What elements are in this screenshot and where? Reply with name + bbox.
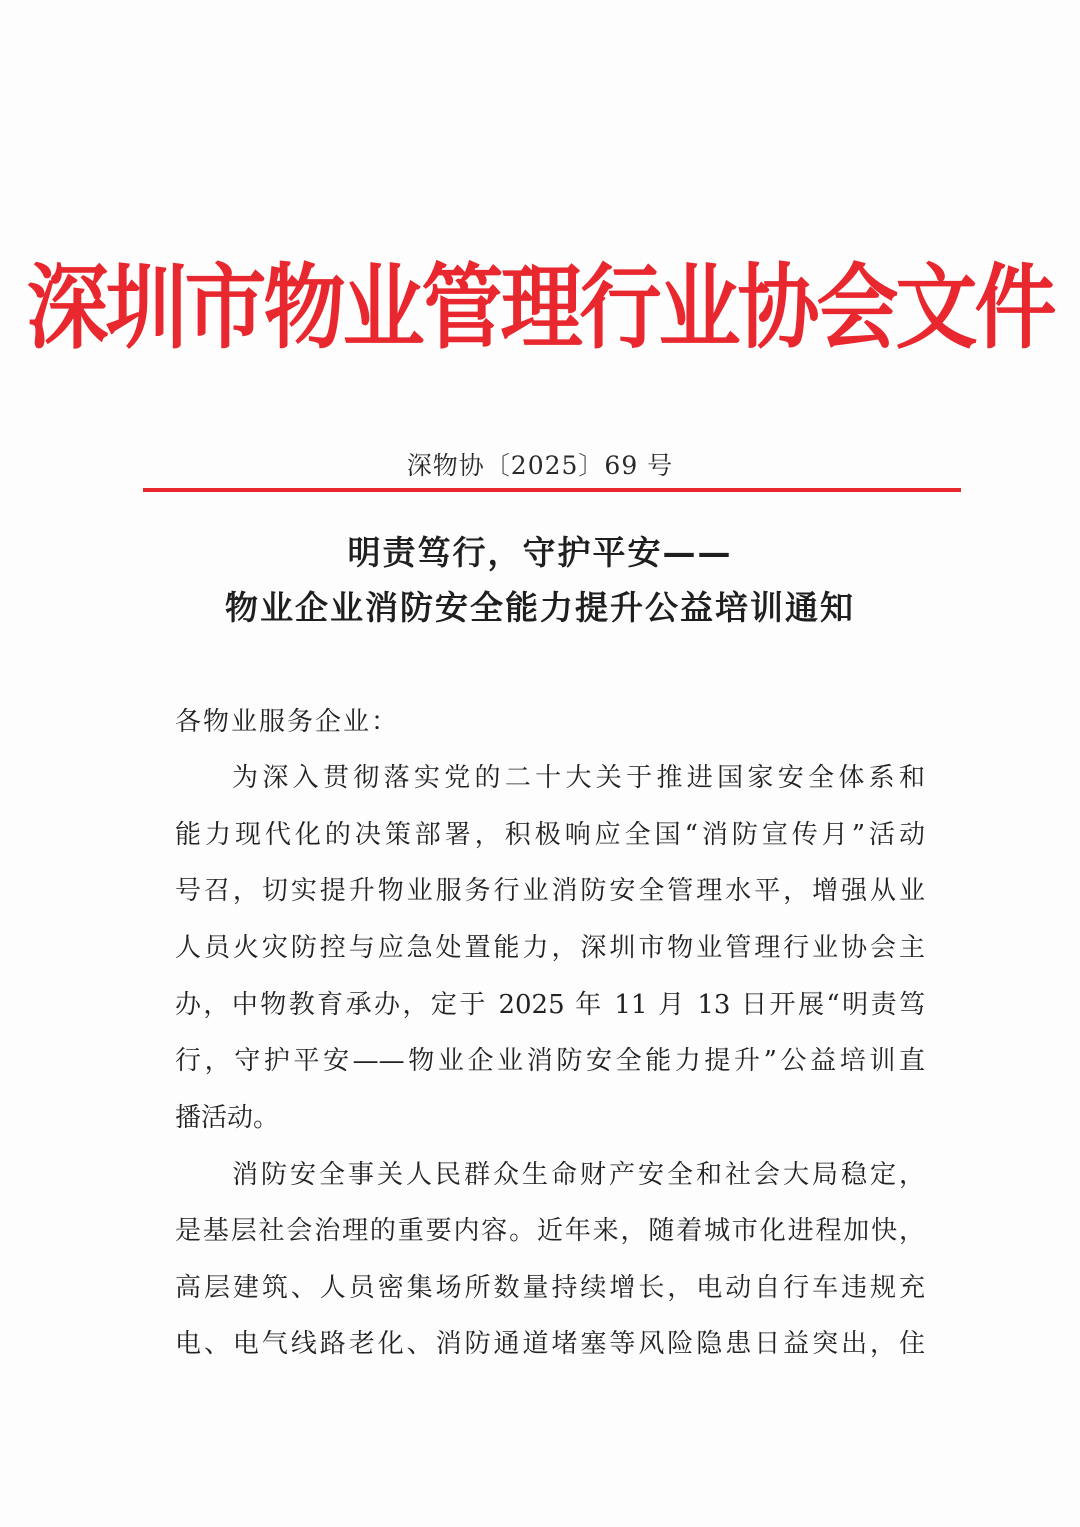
salutation: 各物业服务企业： [175,707,400,737]
paragraph-2-line: 消防安全事关人民群众生命财产安全和社会大局稳定， [232,1160,925,1190]
notice-title-line-2: 物业企业消防安全能力提升公益培训通知 [225,588,855,627]
paragraph-1-line: 为深入贯彻落实党的二十大关于推进国家安全体系和 [232,763,925,793]
paragraph-2-line: 高层建筑、人员密集场所数量持续增长，电动自行车违规充 [175,1273,925,1303]
paragraph-1-line: 行，守护平安——物业企业消防安全能力提升”公益培训直 [175,1046,925,1076]
paragraph-1-line: 号召，切实提升物业服务行业消防安全管理水平，增强从业 [175,876,925,906]
paragraph-1-line: 办，中物教育承办，定于 2025 年 11 月 13 日开展“明责笃 [175,990,925,1020]
paragraph-2-line: 是基层社会治理的重要内容。近年来，随着城市化进程加快， [175,1216,925,1246]
paragraph-1-line: 人员火灾防控与应急处置能力，深圳市物业管理行业协会主 [175,933,925,963]
notice-title-line-1: 明责笃行，守护平安—— [347,533,733,572]
paragraph-1-line: 播活动。 [175,1103,280,1133]
red-divider-rule [143,488,961,492]
paragraph-2-line: 电、电气线路老化、消防通道堵塞等风险隐患日益突出，住 [175,1329,925,1359]
document-number: 深物协〔2025〕69 号 [406,451,674,480]
masthead-title: 深圳市物业管理行业协会文件 [26,254,1054,362]
paragraph-1-line: 能力现代化的决策部署，积极响应全国“消防宣传月”活动 [175,820,925,850]
